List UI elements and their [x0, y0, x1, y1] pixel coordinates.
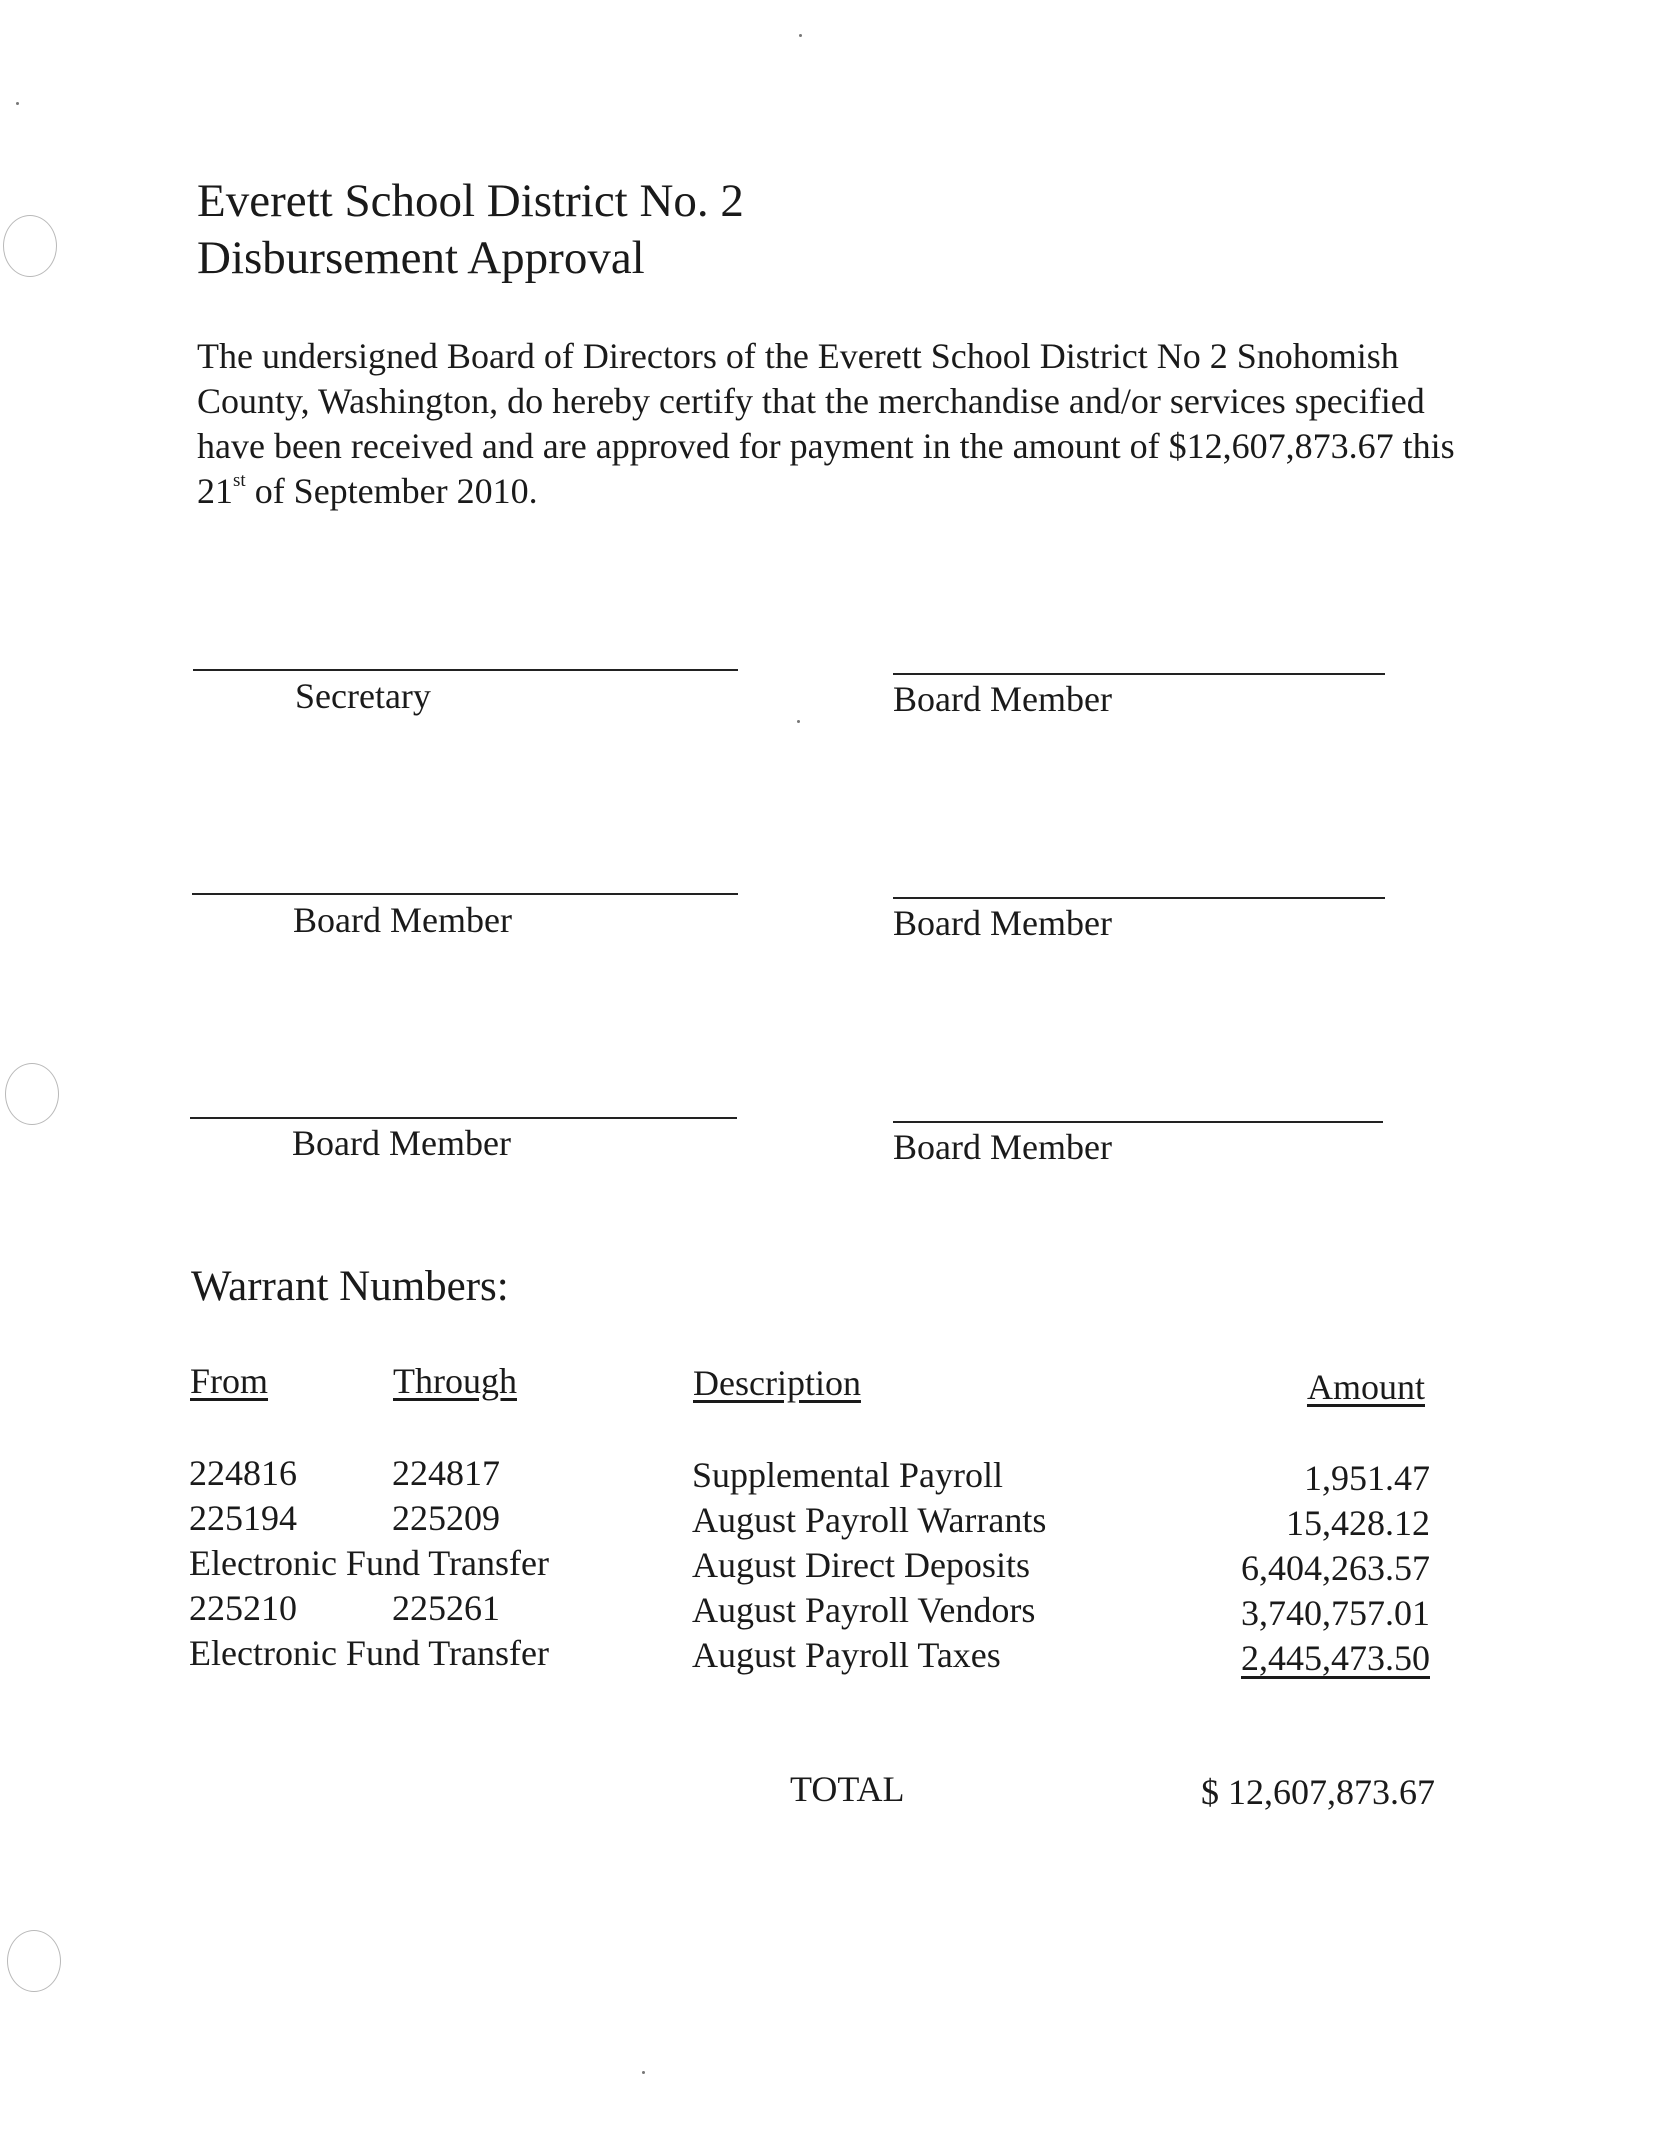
warrant-description: August Payroll Warrants [692, 1500, 1047, 1540]
certification-text-part1: The undersigned Board of Directors of the Everett School District No 2 Snohomish County, Washington, do hereby certify that the merchandise and/or services specified have been received and are approved for payment in the amount of $12,607,873.67 this 21 [197, 336, 1455, 511]
warrant-amount: 15,428.12 [1286, 1503, 1430, 1543]
scan-speck [16, 102, 19, 105]
certification-text [197, 334, 1457, 514]
warrant-amount: 6,404,263.57 [1241, 1548, 1430, 1588]
signature-line-board-member-5[interactable] [893, 1121, 1383, 1123]
total-amount: $ 12,607,873.67 [1201, 1772, 1435, 1812]
warrant-description: Supplemental Payroll [692, 1455, 1003, 1495]
warrant-range-eft: Electronic Fund Transfer [189, 1633, 549, 1673]
district-title: Everett School District No. 2 [197, 175, 744, 227]
punch-hole [7, 1930, 61, 1992]
warrant-through: 225261 [392, 1588, 500, 1628]
warrant-through: 224817 [392, 1453, 500, 1493]
signature-label-board-member-2: Board Member [293, 900, 512, 940]
warrant-from: 225210 [189, 1588, 297, 1628]
warrant-from: 225194 [189, 1498, 297, 1538]
total-label: TOTAL [790, 1769, 905, 1809]
warrant-description: August Payroll Taxes [692, 1635, 1001, 1675]
signature-line-board-member-4[interactable] [190, 1117, 737, 1119]
warrant-description: August Payroll Vendors [692, 1590, 1036, 1630]
warrant-description: August Direct Deposits [692, 1545, 1030, 1585]
punch-hole [3, 215, 57, 277]
column-header-description: Description [693, 1363, 861, 1403]
certification-text-part2: of September 2010. [245, 471, 538, 511]
signature-label-board-member-5: Board Member [893, 1127, 1112, 1167]
warrant-amount: 2,445,473.50 [1241, 1638, 1430, 1678]
warrant-range-eft: Electronic Fund Transfer [189, 1543, 549, 1583]
warrant-from: 224816 [189, 1453, 297, 1493]
signature-line-board-member-2[interactable] [192, 893, 738, 895]
punch-hole [5, 1063, 59, 1125]
signature-line-secretary[interactable] [193, 669, 738, 671]
warrant-numbers-heading: Warrant Numbers: [191, 1263, 509, 1310]
ordinal-suffix: st [233, 470, 246, 491]
column-header-amount: Amount [1306, 1367, 1425, 1407]
warrant-amount: 3,740,757.01 [1241, 1593, 1430, 1633]
signature-label-board-member-3: Board Member [893, 903, 1112, 943]
scan-speck [797, 720, 800, 723]
warrant-through: 225209 [392, 1498, 500, 1538]
column-header-from: From [190, 1361, 269, 1401]
scan-speck [642, 2071, 645, 2074]
signature-label-board-member-1: Board Member [893, 679, 1112, 719]
signature-line-board-member-1[interactable] [893, 673, 1385, 675]
warrant-amount: 1,951.47 [1304, 1458, 1430, 1498]
column-header-through: Through [393, 1361, 517, 1401]
signature-line-board-member-3[interactable] [893, 897, 1385, 899]
scan-speck [799, 34, 802, 37]
signature-label-secretary: Secretary [295, 676, 431, 716]
document-title: Disbursement Approval [197, 232, 645, 284]
signature-label-board-member-4: Board Member [292, 1123, 511, 1163]
